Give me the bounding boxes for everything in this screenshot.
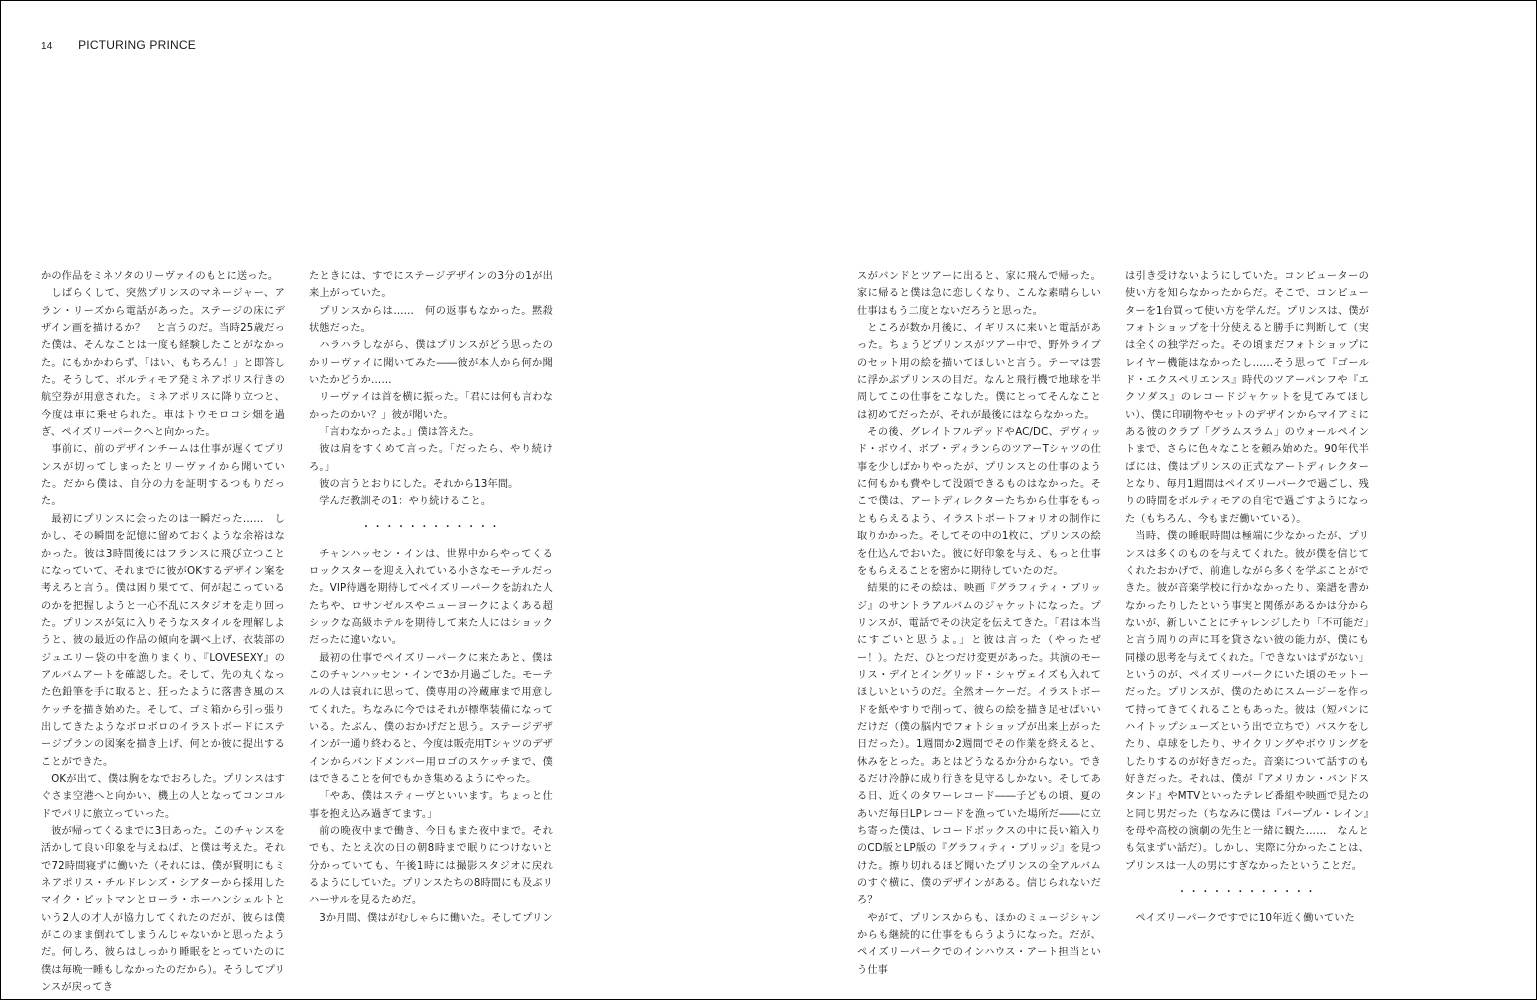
text-column-1 [41, 268, 285, 996]
paragraph: 3か月間、僕はがむしゃらに働いた。そしてプリン [319, 912, 553, 924]
paragraph: 「言わなかったよ。」僕は答えた。 [319, 427, 480, 439]
paragraph: その後、グレイトフルデッドやAC/DC、デヴィッド・ボウイ、ボブ・ディランらのツアーTシャツの仕事を少しばかりやったが、プリンスとの仕事のように何もかも費やして没頭できるものはなかった。そこで僕は、アートディレクターたちから仕事をもっともらえるよう、イラストポートフォリオの制作に取りかかった。そしてその中の1枚に、プリンスの絵を仕込んでおいた。彼に好印象を与え、もっと仕事をもらえることを密かに期待していたのだ。 [857, 427, 1101, 577]
paragraph: 最初にプリンスに会ったのは一瞬だった…… しかし、その瞬間を記憶に留めておくような余裕はなかった。彼は3時間後にはフランスに飛び立つことになっていて、それまでに彼がOKするデザイン案を考えろと言う。僕は困り果てて、何が起こっているのかを把握しようと一心不乱にスタジオを走り回った。プリンスが気に入りそうなスタイルを理解しようと、彼の最近の作品の傾向を調べ上げ、衣装部のジュエリー袋の中を漁りまくり、『LOVESEXY』のアルバムアートを確認した。そして、先の丸くなった色鉛筆を手に取ると、狂ったように落書き風のスケッチを描き始めた。そして、ゴミ箱から引っ張り出してきたようなボロボロのイラストボードにステージプランの図案を描き上げ、何とか彼に提出することができた。 [41, 513, 285, 768]
paragraph: は引き受けないようにしていた。コンピューターの使い方を知らなかったからだ。そこで、コンピューターを1台買って使い方を学んだ。プリンスは、僕がフォトショップを十分使えると勝手に判断して（実は全くの独学だった。その頃まだフォトショップにレイヤー機能はなかったし……そう思って『ゴールド・エクスペリエンス』時代のツアーパンフや『エクソダス』のレコードジャケットを見てみてほしい）、僕に印刷物やセットのデザインからマイアミにある彼のクラブ「グラムスラム」のウォールペイントまで、さらに色々なことを頼み始めた。90年代半ばには、僕はプリンスの正式なアートディレクターとなり、毎月1週間はペイズリーパークで過ごし、残りの時間をボルティモアの自宅で過ごすようになった（もちろん、今もまだ働いている）。 [1125, 271, 1369, 525]
paragraph: やがて、プリンスからも、ほかのミュージシャンからも継続的に仕事をもらうようになった。だが、ペイズリーパークでのインハウス・アート担当という仕事 [857, 912, 1101, 976]
paragraph: チャンハッセン・インは、世界中からやってくるロックスターを迎え入れている小さなモーテルだった。VIP待遇を期待してペイズリーパークを訪れた人たちや、ロサンゼルスやニューヨークによくある超シックな高級ホテルを期待して来た人にはショックだったに違いない。 [309, 548, 553, 647]
paragraph: 彼は肩をすくめて言った。「だったら、やり続けろ。」 [309, 444, 553, 473]
paragraph: ハラハラしながら、僕はプリンスがどう思ったのかリーヴァイに聞いてみた――彼が本人から何か聞いたかどうか…… [309, 340, 553, 387]
text-column-4 [1125, 268, 1369, 927]
paragraph: スがバンドとツアーに出ると、家に飛んで帰った。家に帰ると僕は急に恋しくなり、こんな素晴らしい仕事はもう二度とないだろうと思った。 [857, 271, 1101, 317]
paragraph: 彼が帰ってくるまでに3日あった。このチャンスを活かして良い印象を与えねば、と僕は考えた。それで72時間寝ずに働いた（それには、僕が賢明にもミネアポリス・チルドレンズ・シアターから採用したマイク・ピットマンとローラ・ホーハンシェルトという2人の才人が協力してくれたのだが、彼らは僕がこのまま倒れてしまうんじゃないかと思ったようだ。何しろ、彼らはしっかり睡眠をとっていたのに僕は毎晩一睡もしなかったのだから）。そうしてプリンスが戻ってき [41, 826, 285, 994]
paragraph: プリンスからは…… 何の返事もなかった。黙殺状態だった。 [309, 305, 553, 335]
paragraph: たときには、すでにステージデザインの3分の1が出来上がっていた。 [309, 271, 553, 300]
paragraph: しばらくして、突然プリンスのマネージャー、アラン・リーズから電話があった。ステージの床にデザイン画を描けるか？ と言うのだ。当時25歳だった僕は、そんなことは一度も経験したことがなかった。にもかかわらず、「はい、もちろん！」と即答した。そうして、ボルティモア発ミネアポリス行きの航空券が用意された。ミネアポリスに降り立つと、今度は車に乗せられた。車はトウモロコシ畑を過ぎ、ペイズリーパークへと向かった。 [41, 288, 285, 439]
text-column-2 [309, 268, 553, 927]
paragraph: 「やあ、僕はスティーヴといいます。ちょっと仕事を抱え込み過ぎてます。」 [309, 791, 553, 820]
section-separator: ・・・・・・・・・・・・ [360, 522, 502, 534]
section-separator: ・・・・・・・・・・・・ [1176, 886, 1318, 898]
page-number: 14 [41, 41, 53, 52]
paragraph: OKが出て、僕は胸をなでおろした。プリンスはすぐさま空港へと向かい、機上の人となってコンコルドでパリに旅立っていった。 [41, 773, 285, 820]
paragraph: 彼の言うとおりにした。それから13年間。 [319, 479, 519, 491]
running-title: PICTURING PRINCE [78, 38, 196, 52]
paragraph: リーヴァイは首を横に振った。「君には何も言わなかったのかい？」彼が聞いた。 [309, 392, 553, 421]
paragraph: 事前に、前のデザインチームは仕事が遅くてプリンスが切ってしまったとリーヴァイから聞いていた。だから僕は、自分の力を証明するつもりだった。 [41, 444, 285, 508]
paragraph: ペイズリーパークですでに10年近く働いていた [1135, 912, 1355, 924]
text-column-3 [857, 268, 1101, 979]
paragraph: 最初の仕事でペイズリーパークに来たあと、僕はこのチャンハッセン・インで3か月過ごした。モーテルの人は哀れに思って、僕専用の冷蔵庫まで用意してくれた。ちなみに今ではそれが標準装備になっている。たぶん、僕のおかげだと思う。ステージデザインが一通り終わると、今度は販売用Tシャツのデザインからバンドメンバー用ロゴのスケッチまで、僕はできることを何でもかき集めるようにやった。 [309, 652, 553, 786]
paragraph: 結果的にその絵は、映画『グラフィティ・ブリッジ』のサントラアルバムのジャケットになった。プリンスが、電話でその決定を伝えてきた。「君は本当にすごいと思うよ。」と彼は言った（やったぜー！）。ただ、ひとつだけ変更があった。共演のモーリス・デイとイングリッド・シャヴェイズも入れてほしいというのだ。全然オーケーだ。イラストボードを紙やすりで削って、彼らの絵を描き足せばいいだけだ（僕の脳内でフォトショップが出来上がった日だった）。1週間か2週間でその作業を終えると、休みをとった。あとはどうなるか分からない。できるだけ冷静に成り行きを見守るしかない。そしてある日、近くのタワーレコード――子どもの頃、夏のあいだ毎日LPレコードを漁っていた場所だ――に立ち寄った僕は、レコードボックスの中に長い箱入りのCD版とLP版の『グラフィティ・ブリッジ』を見つけた。擦り切れるほど聞いたプリンスの全アルバムのすぐ横に、僕のデザインがある。信じられないだろ？ [857, 583, 1101, 907]
paragraph: ところが数か月後に、イギリスに来いと電話があった。ちょうどプリンスがツアー中で、野外ライブのセット用の絵を描いてほしいと言う。テーマは雲に浮かぶプリンスの目だ。なんと飛行機で地球を半周してこの仕事をこなした。僕にとってそんなことは初めてだったが、それが最後にはならなかった。 [857, 323, 1101, 421]
running-header [41, 38, 196, 52]
paragraph: 当時、僕の睡眠時間は極端に少なかったが、プリンスは多くのものを与えてくれた。彼が僕を信じてくれたおかげで、前進しながら多くを学ぶことができた。彼が音楽学校に行かなかったり、楽譜を書かなかったりしたという事実と関係があるかは分からないが、新しいことにチャレンジしたり「不可能だ」と言う周りの声に耳を貸さない彼の能力が、僕にも同様の思考を与えてくれた。「できないはずがない」というのが、ペイズリーパークにいた頃のモットーだった。プリンスが、僕のためにスムージーを作って持ってきてくれることもあった。彼は（短パンにハイトップシューズという出で立ちで）バスケをしたり、卓球をしたり、サイクリングやボウリングをしたりするのが好きだった。音楽について話すのも好きだった。それは、僕が『アメリカン・バンドスタンド』やMTVといったテレビ番組や映画で見たのと同じ男だった（ちなみに僕は『パープル・レイン』を母や高校の演劇の先生と一緒に観た…… なんとも気まずい話だ）。しかし、実際に分かったことは、プリンスは一人の男にすぎなかったということだ。 [1125, 531, 1369, 872]
paragraph: 前の晩夜中まで働き、今日もまた夜中まで。それでも、たとえ次の日の朝8時まで眠りにつけないと分かっていても、午後1時には撮影スタジオに戻れるようにしていた。プリンスたちの8時間にも及ぶリハーサルを見るためだ。 [309, 826, 553, 907]
paragraph: かの作品をミネソタのリーヴァイのもとに送った。 [41, 271, 279, 282]
paragraph: 学んだ教訓その1：やり続けること。 [319, 496, 492, 508]
